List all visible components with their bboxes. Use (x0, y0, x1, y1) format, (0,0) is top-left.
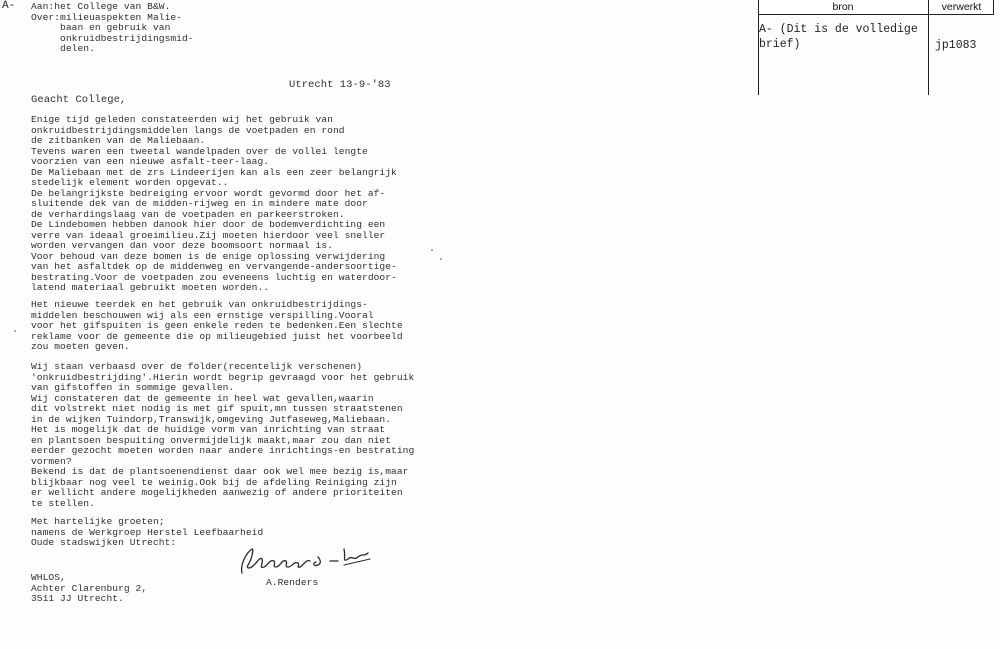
body-paragraph-1: Enige tijd geleden constateerden wij het gebruik van onkruidbestrijdingsmiddelen langs de voetpaden en rond de zitbanken van de Maliebaan. Tevens waren een tweetal wandelpaden over de vollei lengte voorzien van een nieuwe asfalt-teer-laag. De Maliebaan met de zrs Lindeerijen kan als een zeer belangrijk stedelijk element worden opgevat.. De belangrijkste bedreiging ervoor wordt gevormd door het af- sluitende dek van de midden-rijweg en in mindere mate door de verhardingslaag van de voetpaden en parkeerstroken. De Lindebomen hebben danook hier door de bodemverdichting een verre van ideaal groeimilieu.Zij moeten hierdoor veel sneller worden vervangen dan voor deze boomsoort normaal is. Voor behoud van deze bomen is de enige oplossing verwijdering van het asfaltdek op de middenweg en vervangende-andersoortige- bestrating.Voor de voetpaden zou eveneens luchtig en waterdoor- latend materiaal gebruikt moeten worden.. (31, 114, 397, 293)
scan-speck (14, 330, 16, 332)
scan-speck (440, 258, 442, 260)
archive-metadata-table (758, 0, 994, 95)
scan-speck (431, 249, 433, 251)
metadata-header-row (758, 0, 994, 15)
bron-value: A- (Dit is de volledige brief) (759, 23, 918, 51)
verwerkt-value: jp1083 (935, 39, 977, 52)
closing-lines: Met hartelijke groeten; namens de Werkgroep Herstel Leefbaarheid Oude stadswijken Utrecht: (31, 516, 264, 548)
header-verwerkt: verwerkt (941, 1, 982, 13)
signer-name: A.Renders (266, 577, 319, 588)
body-paragraph-2: Het nieuwe teerdek en het gebruik van onkruidbestrijdings- middelen beschouwen wij als een ernstige verspilling.Vooral voor het gifspuiten is geen enkele reden te bedenken.Een slechte reklame voor de gemeente die op milieugebied juist het voorbeeld zou moeten geven. (31, 299, 403, 352)
handwritten-signature (234, 535, 374, 579)
document-marker: A- (2, 0, 16, 12)
salutation: Geacht College, (31, 94, 127, 106)
header-bron: bron (832, 1, 854, 13)
address-block: Aan:het College van B&W. Over:milieuaspekten Malie- baan en gebruik van onkruidbestrijdingsmid- delen. (31, 1, 194, 54)
table-column-divider (928, 0, 929, 95)
sender-address: WHLOS, Achter Clarenburg 2, 3511 JJ Utrecht. (31, 572, 148, 604)
body-paragraph-3: Wij staan verbaasd over de folder(recentelijk verschenen) 'onkruidbestrijding'.Hierin wordt begrip gevraagd voor het gebruik van gifstoffen in sommige gevallen. Wij constateren dat de gemeente in heel wat gevallen,waarin dit volstrekt niet nodig is met gif spuit,mn tussen straatstenen in de wijken Tuindorp,Transwijk,omgeving Jutfaseweg,Maliebaan. Het is mogelijk dat de huidige vorm van inrichting van straat en plantsoen bespuiting onvermijdelijk maakt,maar zou dan niet eerder gezocht moeten worden naar andere inrichtings-en bestrating vormen? Bekend is dat de plantsoenendienst daar ook wel mee bezig is,maar blijkbaar nog veel te weinig.Ook bij de afdeling Reiniging zijn er wellicht andere mogelijkheden aanwezig of andere prioriteiten te stellen. (31, 361, 415, 509)
table-border-right (993, 0, 994, 14)
letter-date: Utrecht 13-9-'83 (289, 79, 391, 91)
